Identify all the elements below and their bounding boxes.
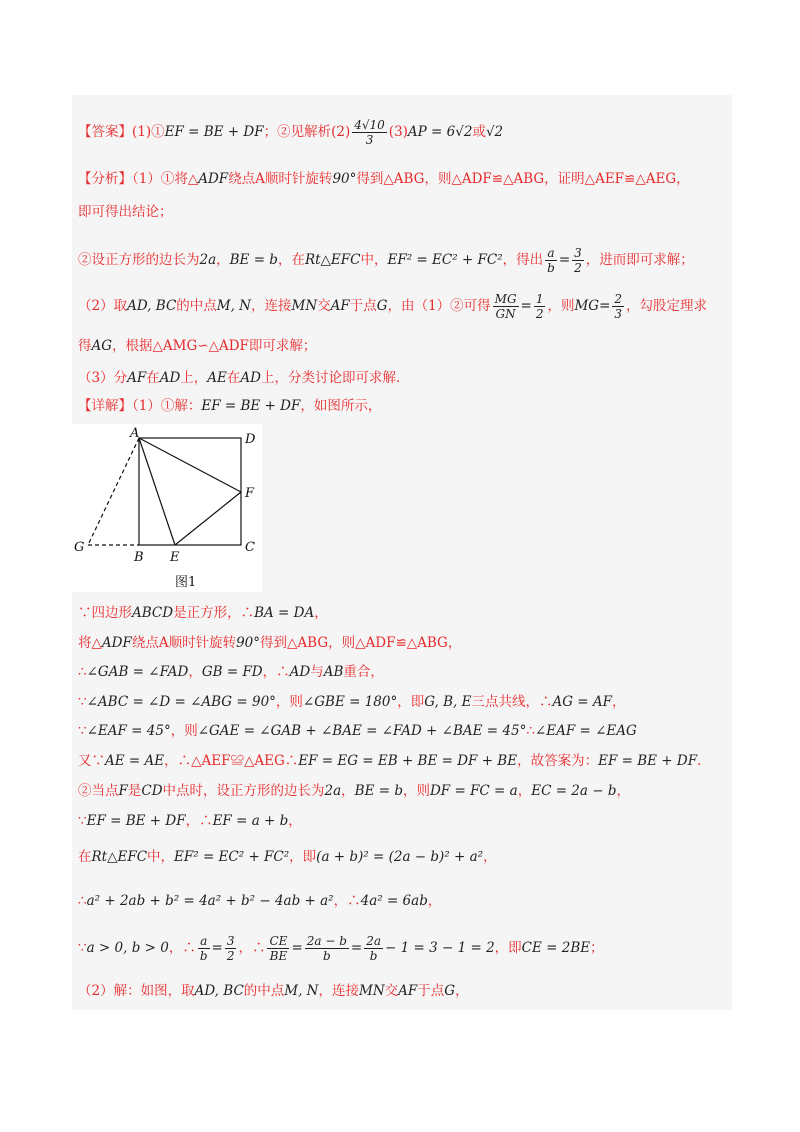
answer-fraction: $\frac{4√10}{3}$ [354,118,385,147]
analysis-line-1: 【分析】（1）①将△ADF绕点A顺时针旋转90°得到△ABG，则△ADF≌△ABG，证明△AEF≌△AEG， [78,171,690,187]
segment-ag [88,438,139,545]
label-a: A [130,426,140,441]
analysis-line-5: 得AG，根据△AMG∽△ADF即可求解； [78,338,317,354]
analysis-line-6: （3）分AF在AD上，AE在AD上，分类讨论即可求解． [78,370,410,386]
label-d: D [245,432,256,447]
answer-line: 【答案】(1)①EF = BE + DF；②见解析(2) $\frac{4√10}{3}$ (3)AP = 6√2或√2 [78,118,504,147]
detail-line-9: ∵EF = BE + DF，∴EF = a + b， [78,813,302,829]
detail-line-8: ②当点F是CD中点时，设正方形的边长为2a，BE = b，则DF = FC = a，EC = 2a − b， [78,783,630,799]
detail-line-12: ∵a > 0, b > 0，∴ $\frac{a}{b}$ = $\frac{3}{2}$ ，∴ $\frac{CE}{BE}$ = $\frac{2a - b}{b}$ = $\frac{2a}{b}$ − 1 = 3 − 1 = 2，即CE = 2BE； [78,934,604,963]
detail-line-2: ∵四边形ABCD是正方形，∴BA = DA， [78,605,328,621]
detail-line-7: 又∵AE = AE，∴△AEF≌△AEG∴EF = EG = EB + BE = DF + BE，故答案为：EF = BE + DF． [78,753,711,769]
segment-ef [175,492,241,545]
analysis-line-3: ②设正方形的边长为2a，BE = b，在Rt△EFC中，EF² = EC² + FC²，得出 $\frac{a}{b}$ = $\frac{3}{2}$ ，进而即可求解； [78,246,694,275]
detail-line-10: 在Rt△EFC中，EF² = EC² + FC²，即(a + b)² = (2a − b)² + a²， [78,849,497,865]
answer-tag: 【答案】 [78,124,132,140]
square-abcd [139,438,241,545]
analysis-tag: 【分析】 [78,171,132,187]
detail-line-13: （2）解：如图，取AD, BC的中点M, N，连接MN交AF于点G， [78,983,469,999]
analysis-line-2: 即可得出结论； [78,204,173,220]
detail-line-11: ∴a² + 2ab + b² = 4a² + b² − 4ab + a²，∴4a² = 6ab， [78,893,442,909]
label-c: C [245,540,255,555]
detail-line-5: ∵∠ABC = ∠D = ∠ABG = 90°，则∠GBE = 180°，即G, B, E三点共线，∴AG = AF， [78,694,626,710]
detail-line-1: 【详解】（1）①解：EF = BE + DF，如图所示， [78,398,382,414]
detail-line-4: ∴∠GAB = ∠FAD，GB = FD，∴AD与AB重合， [78,664,384,680]
detail-line-6: ∵∠EAF = 45°，则∠GAE = ∠GAB + ∠BAE = ∠FAD + ∠BAE = 45°∴∠EAF = ∠EAG [78,723,637,739]
label-f: F [245,486,255,501]
label-g: G [74,540,85,555]
analysis-line-4: （2）取AD, BC的中点M, N，连接MN交AF于点G，由（1）②可得 $\frac{MG}{GN}$ = $\frac{1}{2}$ ，则MG= $\frac{2}{3}$ ，勾股定理求 [78,292,708,321]
detail-line-3: 将△ADF绕点A顺时针旋转90°得到△ABG，则△ADF≌△ABG， [78,635,462,651]
detail-tag: 【详解】 [78,398,132,414]
figure-1-diagram [72,424,262,592]
figure-1 [72,424,262,592]
figure-caption: 图1 [175,575,197,590]
label-e: E [170,550,180,565]
label-b: B [134,550,144,565]
